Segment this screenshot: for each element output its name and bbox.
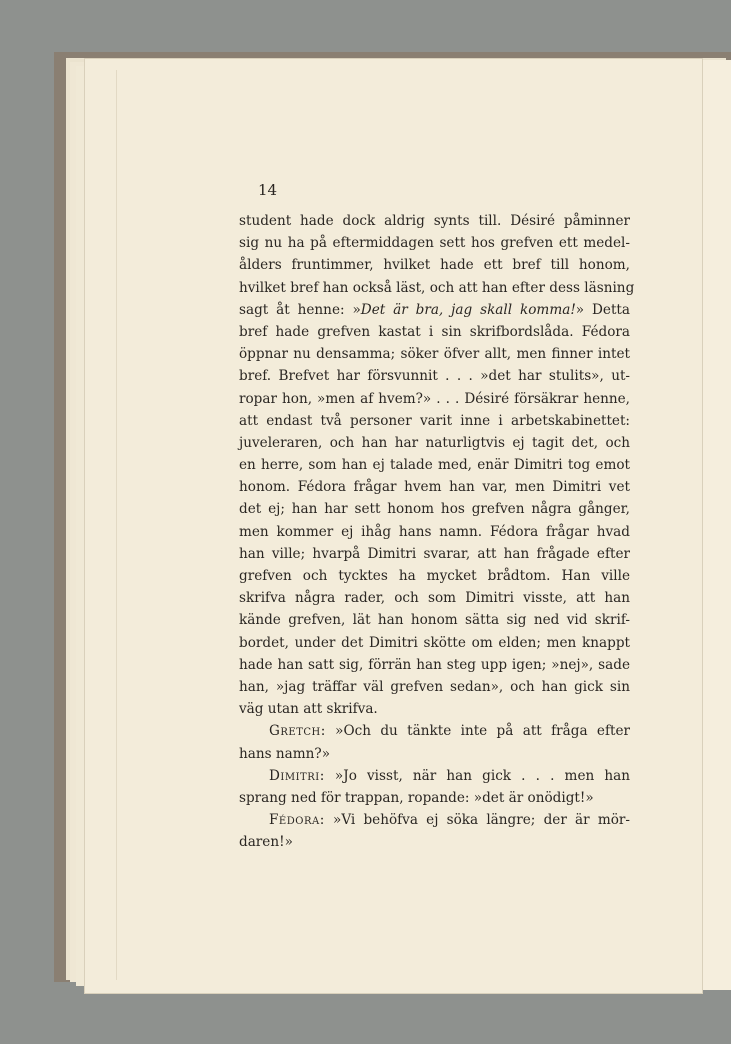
text-line: öppnar nu densamma; söker öfver allt, men finner intet bbox=[239, 346, 630, 363]
speaker-name: Dimitri: bbox=[269, 767, 325, 784]
text-line: ålders fruntimmer, hvilket hade ett bref till honom, bbox=[239, 257, 630, 274]
text-line: att endast två personer varit inne i arbetskabinettet: bbox=[239, 412, 630, 429]
text-line: bref hade grefven kastat i sin skrifbordslåda. Fédora bbox=[239, 323, 630, 340]
text-line: en herre, som han ej talade med, enär Dimitri tog emot bbox=[239, 457, 630, 474]
page-text bbox=[239, 210, 635, 853]
dialogue-line bbox=[239, 809, 630, 831]
text-line: ropar hon, »men af hvem?» . . . Désiré försäkrar henne, bbox=[239, 390, 630, 407]
text-line: student hade dock aldrig synts till. Désiré påminner bbox=[239, 213, 630, 229]
facing-page-edge bbox=[700, 60, 731, 990]
text-line: sig nu ha på eftermiddagen sett hos grefven ett medel- bbox=[239, 235, 630, 252]
text-line: men kommer ej ihåg hans namn. Fédora frågar hvad bbox=[239, 523, 630, 540]
text-line: kände grefven, lät han honom sätta sig ned vid skrif- bbox=[239, 612, 630, 629]
dialogue-line: daren!» bbox=[239, 834, 293, 851]
page-fold-line bbox=[116, 70, 117, 980]
dialogue-line bbox=[239, 720, 630, 742]
text-line: juveleraren, och han har naturligtvis ej tagit det, och bbox=[239, 434, 630, 451]
text-line: hvilket bref han också läst, och att han efter dess läsning bbox=[239, 279, 635, 296]
text-line bbox=[239, 299, 630, 321]
text-segment: sagt åt henne: » bbox=[239, 301, 361, 318]
text-line: han ville; hvarpå Dimitri svarar, att han frågade efter bbox=[239, 545, 630, 562]
text-line: hade han satt sig, förrän han steg upp igen; »nej», sade bbox=[239, 656, 630, 673]
dialogue-line: hans namn?» bbox=[239, 745, 331, 762]
speaker-name: Fédora: bbox=[269, 812, 325, 829]
page-number: 14 bbox=[258, 181, 278, 199]
dialogue-text: »Jo visst, när han gick . . . men han bbox=[334, 767, 630, 784]
text-line: väg utan att skrifva. bbox=[239, 701, 378, 718]
text-line: honom. Fédora frågar hvem han var, men Dimitri vet bbox=[239, 479, 630, 496]
dialogue-text: »Vi behöfva ej söka längre; der är mör- bbox=[333, 812, 630, 829]
dialogue-line: sprang ned för trappan, ropande: »det är onödigt!» bbox=[239, 789, 594, 806]
text-line: bref. Brefvet har försvunnit . . . »det har stulits», ut- bbox=[239, 368, 630, 385]
text-segment: » Detta bbox=[575, 301, 630, 318]
text-line: bordet, under det Dimitri skötte om elden; men knappt bbox=[239, 634, 630, 651]
speaker-name: Gretch: bbox=[269, 723, 326, 740]
quoted-letter: Det är bra, jag skall komma! bbox=[360, 301, 576, 318]
text-line: det ej; han har sett honom hos grefven några gånger, bbox=[239, 501, 630, 518]
dialogue-line bbox=[239, 765, 630, 787]
text-line: han, »jag träffar väl grefven sedan», och han gick sin bbox=[239, 678, 630, 695]
dialogue-text: »Och du tänkte inte på att fråga efter bbox=[335, 723, 630, 740]
text-line: grefven och tycktes ha mycket brådtom. Han ville bbox=[239, 568, 630, 584]
text-line: skrifva några rader, och som Dimitri visste, att han bbox=[239, 590, 630, 607]
